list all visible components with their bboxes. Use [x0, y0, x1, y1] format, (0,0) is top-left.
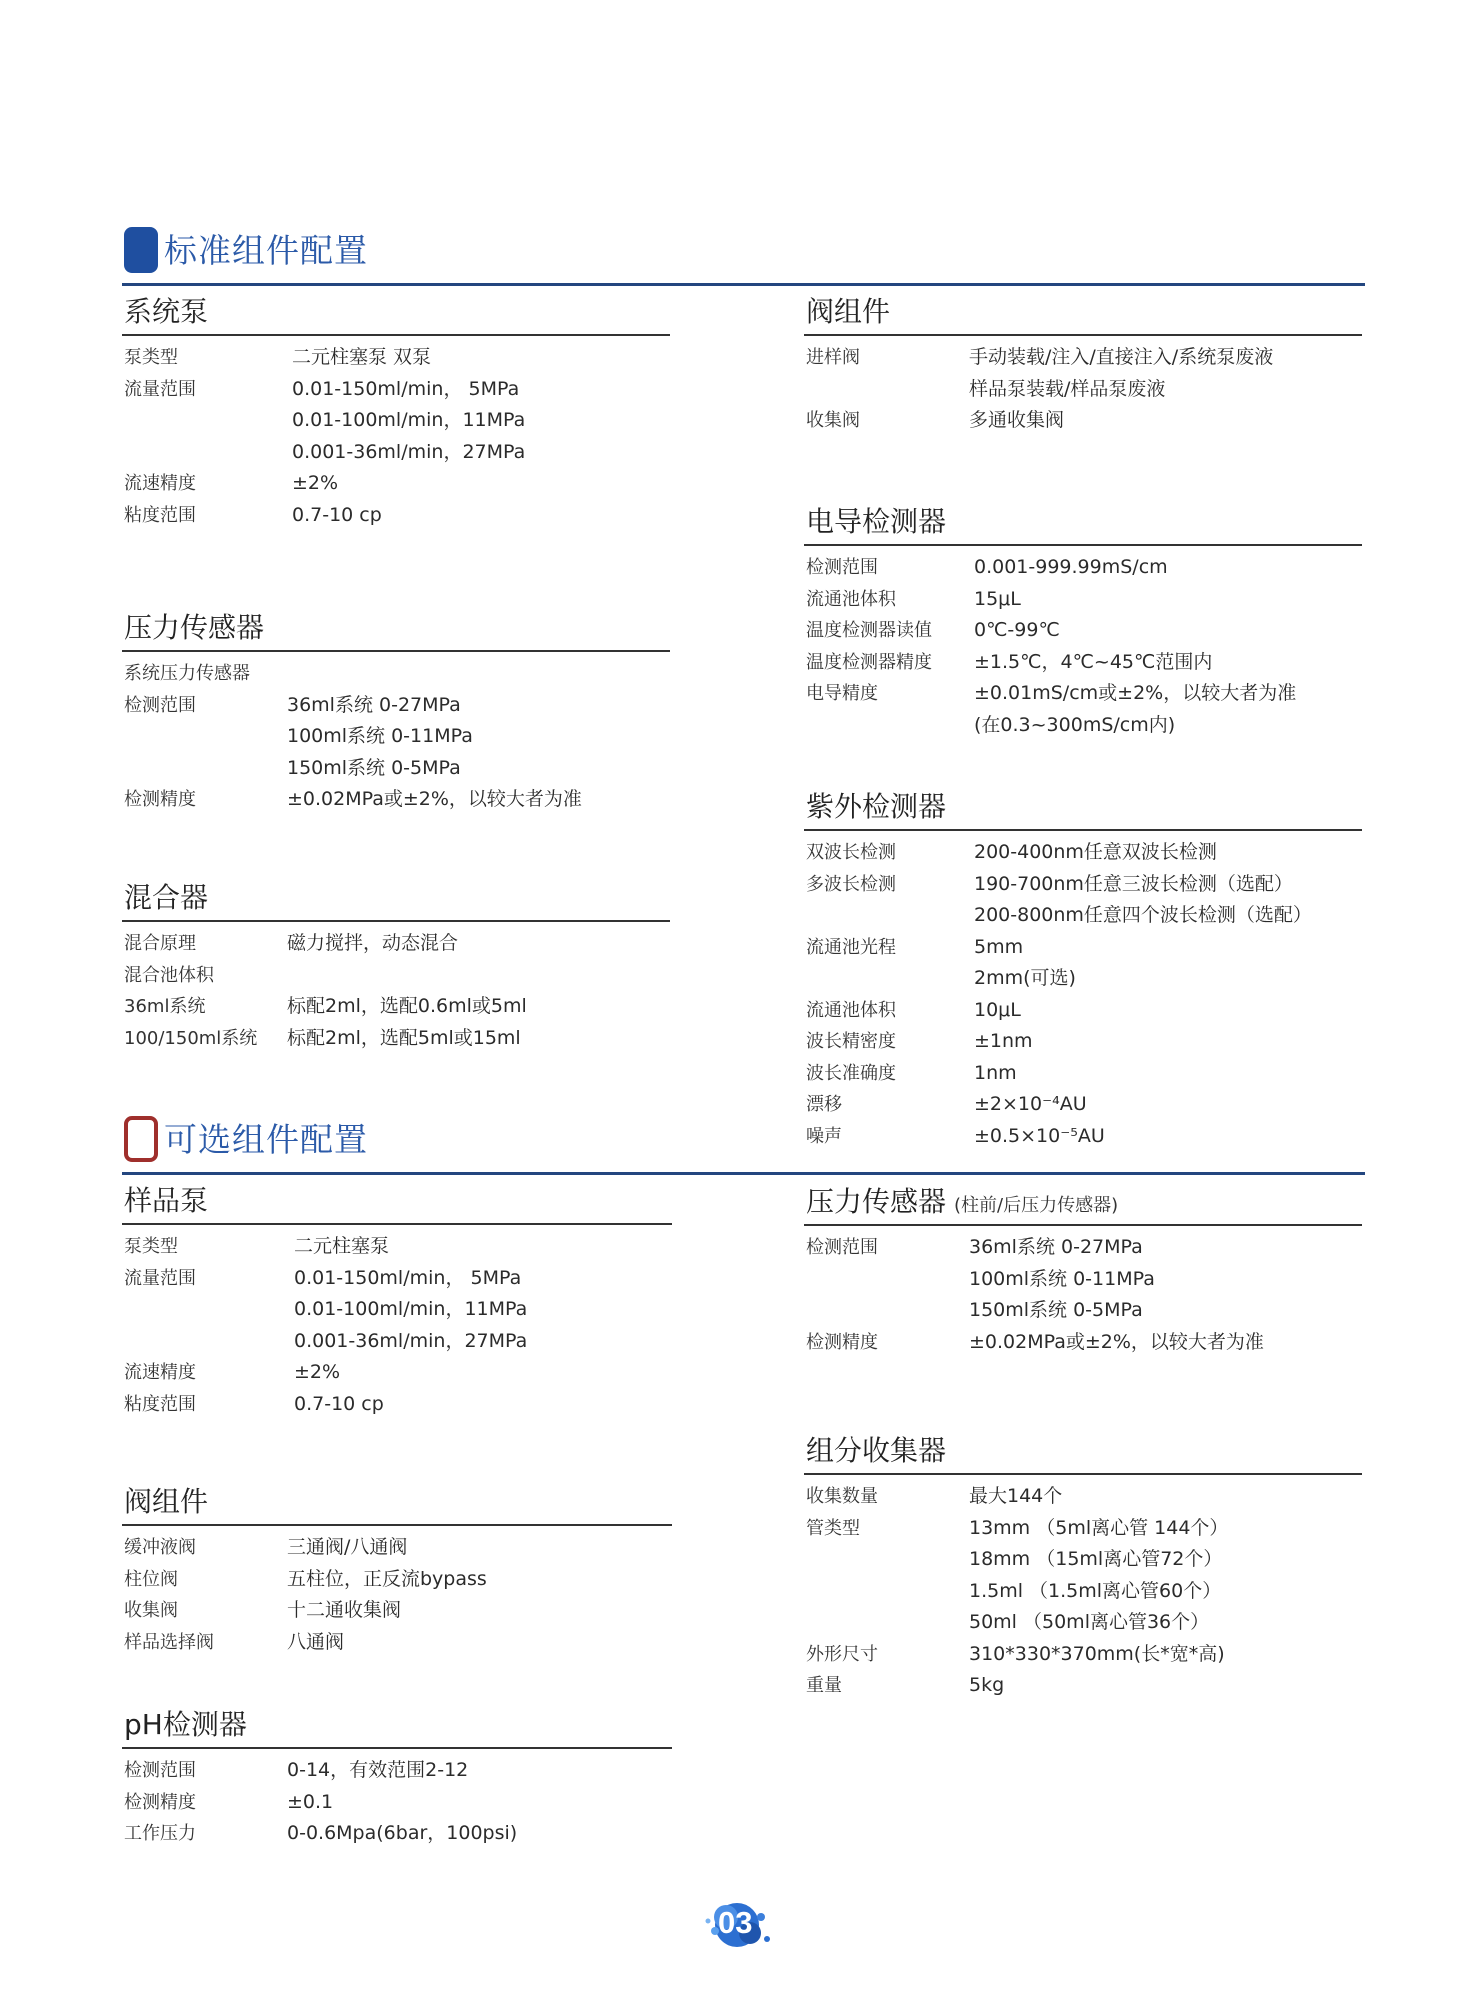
- spec-label: 检测精度: [806, 1331, 878, 1353]
- section-title-text: 压力传感器: [124, 611, 265, 644]
- spec-value: ±0.01mS/cm或±2%，以较大者为准: [974, 682, 1297, 704]
- section-title: [804, 290, 1362, 336]
- spec-row: [804, 678, 1362, 710]
- spec-row: [804, 1058, 1362, 1090]
- section-pressure-sensor: [122, 606, 670, 816]
- spec-label: 混合池体积: [124, 964, 214, 986]
- category-marker-icon: [124, 227, 158, 273]
- spec-row: [122, 500, 670, 532]
- spec-row: [122, 1564, 672, 1596]
- spec-row: [804, 995, 1362, 1027]
- spec-label: 收集阀: [124, 1600, 178, 1621]
- section-title-text: pH检测器: [124, 1708, 247, 1741]
- spec-value: ±2%: [292, 472, 339, 494]
- page-number: 03: [718, 1905, 753, 1940]
- spec-label: 波长精密度: [806, 1031, 896, 1052]
- spec-value: 二元柱塞泵: [294, 1235, 390, 1257]
- spec-value: 0.7-10 cp: [292, 503, 382, 526]
- spec-label: 检测范围: [806, 1237, 878, 1258]
- spec-value: 0.01-150ml/min， 5MPa: [294, 1266, 522, 1289]
- spec-label: 粘度范围: [124, 1393, 196, 1415]
- spec-label: 检测精度: [124, 789, 196, 810]
- spec-label: 流通池体积: [806, 588, 896, 610]
- spec-row: [122, 1818, 672, 1850]
- section-title: [804, 785, 1362, 831]
- spec-row: [122, 1389, 672, 1421]
- spec-row: [804, 1232, 1362, 1264]
- section-title: [122, 606, 670, 652]
- spec-value: 样品泵装载/样品泵废液: [969, 377, 1166, 400]
- spec-row: [122, 1595, 672, 1627]
- spec-label: 检测精度: [124, 1791, 196, 1813]
- spec-value: ±2×10⁻⁴AU: [974, 1093, 1087, 1115]
- spec-label: 管类型: [806, 1517, 860, 1539]
- spec-rows: [122, 652, 670, 816]
- spec-value: 十二通收集阀: [287, 1599, 402, 1621]
- spec-label: 噪声: [806, 1125, 842, 1147]
- spec-value: 18mm （15ml离心管72个）: [969, 1548, 1223, 1570]
- spec-label: 流量范围: [124, 1267, 196, 1289]
- section-pressure-sensor-optional: [804, 1180, 1362, 1358]
- spec-label: 电导精度: [806, 683, 878, 704]
- spec-row: [804, 1121, 1362, 1153]
- spec-value: ±0.02MPa或±2%，以较大者为准: [287, 788, 582, 810]
- spec-value: 0.001-36ml/min，27MPa: [292, 440, 526, 463]
- section-valve-standard: [804, 290, 1362, 437]
- section-title-text: 紫外检测器: [806, 790, 947, 823]
- spec-row: [122, 753, 670, 785]
- spec-row: [804, 1544, 1362, 1576]
- section-title: [122, 1179, 672, 1225]
- spec-value: 10μL: [974, 998, 1021, 1021]
- spec-row: [804, 1670, 1362, 1702]
- spec-row: [804, 900, 1362, 932]
- spec-value: 最大144个: [969, 1485, 1063, 1507]
- section-uv-detector: [804, 785, 1362, 1152]
- spec-value: 标配2ml，选配5ml或15ml: [287, 1026, 521, 1049]
- spec-value: ±1nm: [974, 1030, 1033, 1052]
- spec-row: [122, 1023, 670, 1055]
- spec-label: 多波长检测: [806, 873, 896, 895]
- spec-value: ±0.1: [287, 1790, 334, 1813]
- spec-row: [804, 710, 1362, 742]
- spec-rows: [122, 1749, 672, 1850]
- spec-row: [122, 658, 670, 690]
- section-sample-pump: [122, 1179, 672, 1420]
- spec-value: 150ml系统 0-5MPa: [287, 756, 461, 779]
- spec-label: 100/150ml系统: [124, 1027, 258, 1049]
- spec-row: [804, 405, 1362, 437]
- category-standard: [122, 223, 1365, 286]
- spec-value: 200-800nm任意四个波长检测（选配）: [974, 904, 1312, 926]
- spec-label: 缓冲液阀: [124, 1537, 196, 1558]
- section-title: [804, 1429, 1362, 1475]
- spec-row: [804, 584, 1362, 616]
- spec-row: [804, 837, 1362, 869]
- spec-row: [804, 1576, 1362, 1608]
- spec-value: 36ml系统 0-27MPa: [969, 1236, 1143, 1258]
- section-title: [122, 290, 670, 336]
- spec-row: [122, 437, 670, 469]
- spec-row: [122, 1532, 672, 1564]
- spec-row: [122, 374, 670, 406]
- section-title-text: 阀组件: [124, 1485, 209, 1518]
- spec-value: 0.001-36ml/min，27MPa: [294, 1329, 528, 1352]
- spec-label: 样品选择阀: [124, 1631, 214, 1653]
- spec-value: 1.5ml （1.5ml离心管60个）: [969, 1579, 1222, 1602]
- spec-value: 13mm （5ml离心管 144个）: [969, 1516, 1229, 1539]
- spec-value: 二元柱塞泵 双泵: [292, 346, 432, 368]
- spec-value: 0.01-150ml/min， 5MPa: [292, 377, 520, 400]
- spec-value: 100ml系统 0-11MPa: [287, 725, 473, 747]
- spec-value: 0.001-999.99mS/cm: [974, 556, 1168, 578]
- spec-row: [804, 1481, 1362, 1513]
- spec-row: [122, 1787, 672, 1819]
- section-title: [804, 1180, 1362, 1226]
- spec-row: [804, 1295, 1362, 1327]
- spec-row: [804, 374, 1362, 406]
- section-title: [122, 1480, 672, 1526]
- spec-value: 0.01-100ml/min，11MPa: [292, 409, 526, 431]
- spec-label: 检测范围: [124, 1760, 196, 1781]
- spec-label: 柱位阀: [124, 1568, 178, 1590]
- spec-row: [804, 647, 1362, 679]
- spec-row: [122, 928, 670, 960]
- spec-rows: [804, 1226, 1362, 1358]
- spec-row: [122, 405, 670, 437]
- spec-row: [122, 1231, 672, 1263]
- spec-label: 外形尺寸: [806, 1643, 878, 1665]
- spec-value: 0-0.6Mpa(6bar，100psi): [287, 1822, 518, 1844]
- spec-label: 检测范围: [806, 557, 878, 578]
- spec-value: 200-400nm任意双波长检测: [974, 841, 1217, 863]
- spec-row: [122, 690, 670, 722]
- spec-value: 15μL: [974, 587, 1021, 610]
- spec-label: 重量: [806, 1675, 842, 1696]
- spec-rows: [122, 1225, 672, 1420]
- spec-label: 收集数量: [806, 1486, 878, 1507]
- spec-label: 流量范围: [124, 378, 196, 400]
- spec-row: [804, 1327, 1362, 1359]
- spec-label: 流通池体积: [806, 999, 896, 1021]
- section-system-pump: [122, 290, 670, 531]
- spec-label: 混合原理: [124, 933, 196, 954]
- spec-row: [804, 552, 1362, 584]
- spec-row: [122, 1357, 672, 1389]
- spec-value: 三通阀/八通阀: [287, 1536, 408, 1558]
- spec-row: [804, 869, 1362, 901]
- spec-value: 0℃-99℃: [974, 619, 1060, 641]
- spec-value: ±0.5×10⁻⁵AU: [974, 1124, 1105, 1147]
- spec-rows: [804, 831, 1362, 1152]
- spec-row: [122, 721, 670, 753]
- spec-label: 36ml系统: [124, 996, 206, 1017]
- spec-value: 50ml （50ml离心管36个）: [969, 1611, 1210, 1633]
- section-title-text: 压力传感器: [806, 1185, 947, 1218]
- spec-value: ±2%: [294, 1361, 341, 1383]
- spec-value: 八通阀: [287, 1630, 345, 1653]
- section-title-text: 阀组件: [806, 295, 891, 328]
- spec-row: [804, 1607, 1362, 1639]
- spec-label: 双波长检测: [806, 842, 896, 863]
- section-title: [122, 876, 670, 922]
- spec-label: 检测范围: [124, 694, 196, 716]
- spec-rows: [804, 336, 1362, 437]
- spec-label: 流通池光程: [806, 936, 896, 958]
- spec-value: 五柱位，正反流bypass: [287, 1567, 487, 1590]
- section-title: [122, 1703, 672, 1749]
- spec-row: [122, 1627, 672, 1659]
- spec-value: 150ml系统 0-5MPa: [969, 1299, 1143, 1321]
- spec-label: 工作压力: [124, 1823, 196, 1844]
- section-ph-detector: [122, 1703, 672, 1850]
- spec-value: 手动装载/注入/直接注入/系统泵废液: [969, 346, 1274, 368]
- category-title: 可选组件配置: [164, 1120, 368, 1159]
- spec-label: 波长准确度: [806, 1062, 896, 1084]
- spec-rows: [122, 922, 670, 1054]
- spec-label: 进样阀: [806, 347, 860, 368]
- spec-row: [122, 991, 670, 1023]
- spec-row: [804, 1026, 1362, 1058]
- spec-row: [804, 342, 1362, 374]
- section-title-text: 系统泵: [124, 295, 209, 328]
- spec-row: [122, 784, 670, 816]
- spec-value: 5kg: [969, 1674, 1005, 1696]
- spec-row: [122, 960, 670, 992]
- section-title: [804, 500, 1362, 546]
- section-title-text: 组分收集器: [806, 1434, 947, 1467]
- section-title-text: 样品泵: [124, 1184, 209, 1217]
- spec-label: 系统压力传感器: [124, 663, 250, 684]
- spec-rows: [804, 1475, 1362, 1702]
- section-title-text: 混合器: [124, 881, 209, 914]
- spec-row: [804, 615, 1362, 647]
- spec-rows: [122, 336, 670, 531]
- spec-value: (在0.3~300mS/cm内): [974, 713, 1176, 736]
- spec-label: 流速精度: [124, 1362, 196, 1383]
- page-number-badge: [700, 1895, 774, 1955]
- spec-row: [122, 1755, 672, 1787]
- spec-value: 1nm: [974, 1061, 1017, 1084]
- spec-row: [804, 1639, 1362, 1671]
- spec-row: [122, 1294, 672, 1326]
- section-title-text: 电导检测器: [806, 505, 947, 538]
- spec-rows: [804, 546, 1362, 741]
- spec-value: 0-14，有效范围2-12: [287, 1759, 469, 1781]
- spec-row: [122, 1263, 672, 1295]
- spec-value: 190-700nm任意三波长检测（选配）: [974, 872, 1293, 895]
- spec-label: 温度检测器读值: [806, 620, 932, 641]
- spec-label: 漂移: [806, 1094, 842, 1115]
- spec-value: 310*330*370mm(长*宽*高): [969, 1642, 1225, 1665]
- spec-row: [804, 963, 1362, 995]
- category-marker-icon: [124, 1116, 158, 1162]
- spec-label: 收集阀: [806, 410, 860, 431]
- spec-value: 多通收集阀: [969, 409, 1065, 431]
- spec-value: 100ml系统 0-11MPa: [969, 1267, 1155, 1290]
- spec-value: 磁力搅拌，动态混合: [287, 932, 459, 954]
- spec-label: 粘度范围: [124, 504, 196, 526]
- spec-row: [804, 1264, 1362, 1296]
- section-subtitle: (柱前/后压力传感器): [954, 1195, 1119, 1216]
- spec-value: ±0.02MPa或±2%，以较大者为准: [969, 1330, 1264, 1353]
- spec-row: [122, 468, 670, 500]
- spec-row: [122, 342, 670, 374]
- spec-value: 5mm: [974, 935, 1024, 958]
- spec-row: [804, 1513, 1362, 1545]
- spec-label: 流速精度: [124, 473, 196, 494]
- spec-value: ±1.5℃，4℃~45℃范围内: [974, 650, 1213, 673]
- section-mixer: [122, 876, 670, 1054]
- spec-rows: [122, 1526, 672, 1658]
- section-fraction-collector: [804, 1429, 1362, 1702]
- spec-row: [804, 932, 1362, 964]
- section-conductivity-detector: [804, 500, 1362, 741]
- spec-value: 2mm(可选): [974, 967, 1076, 989]
- spec-label: 泵类型: [124, 347, 178, 368]
- spec-label: 泵类型: [124, 1236, 178, 1257]
- category-title: 标准组件配置: [164, 231, 368, 270]
- spec-value: 标配2ml，选配0.6ml或5ml: [287, 995, 527, 1017]
- spec-label: 温度检测器精度: [806, 651, 932, 673]
- spec-value: 0.7-10 cp: [294, 1392, 384, 1415]
- spec-row: [804, 1089, 1362, 1121]
- spec-value: 0.01-100ml/min，11MPa: [294, 1298, 528, 1320]
- spec-row: [122, 1326, 672, 1358]
- section-valve-optional: [122, 1480, 672, 1658]
- spec-value: 36ml系统 0-27MPa: [287, 693, 461, 716]
